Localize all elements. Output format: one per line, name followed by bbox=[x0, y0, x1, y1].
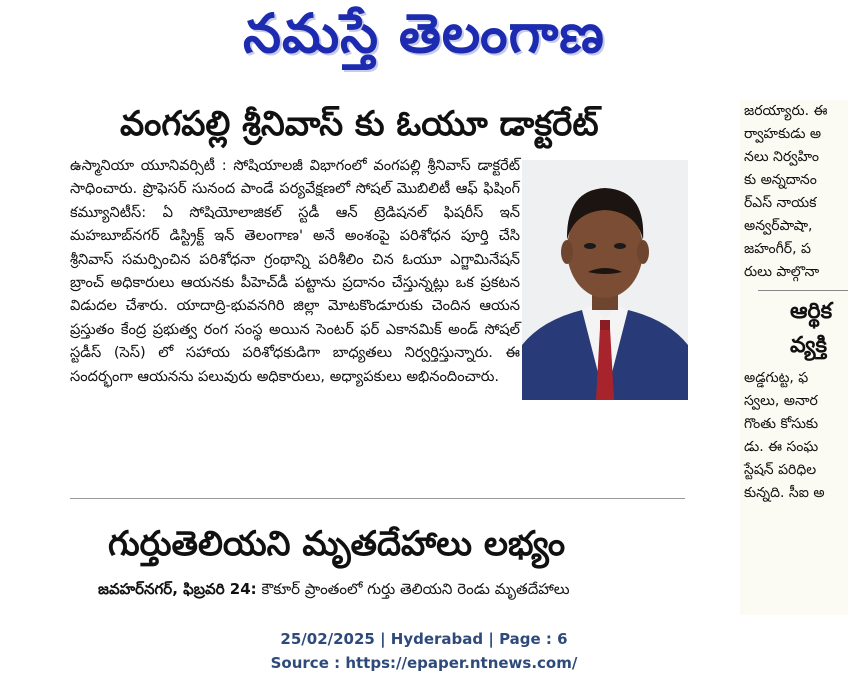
article2-headline: గుర్తుతెలియని మృతదేహాలు లభ్యం bbox=[108, 524, 566, 564]
right-column-clipping bbox=[740, 100, 848, 615]
masthead bbox=[0, 0, 848, 80]
right-column-line-2: నలు నిర్వహిం bbox=[744, 149, 819, 165]
right-column-bottom-text bbox=[740, 367, 848, 505]
clipping-edge bbox=[0, 604, 740, 614]
right-column-line-3: కు అన్నదానం bbox=[744, 172, 817, 188]
right-column-bottom-line-4: స్టేషన్ పరిధిల bbox=[744, 462, 817, 478]
portrait-illustration bbox=[522, 160, 688, 400]
right-column-bottom-line-1: స్వలు, అనార bbox=[744, 393, 818, 409]
right-column-line-6: జహంగీర్, ప bbox=[744, 241, 811, 257]
article1-body-text: ఉస్మానియా యూనివర్సిటీ : సోషియాలజీ విభాగంలో వంగపల్లి శ్రీనివాస్ డాక్టరేట్ సాధించారు. ప్రొఫెసర్ సునంద పాండే పర్యవేక్షణలో సోషల్ మొబిలిటీ ఆఫ్ ఫిషింగ్ కమ్యూనిటీస్: ఏ సోషియోలాజికల్ స్టడీ ఆన్ ట్రెడిషనల్ ఫిషరీస్ ఇన్ మహబూబ్‌నగర్ డిస్ట్రిక్ట్ ఇన్ తెలంగాణ' అనే అంశంపై పరిశోధన పూర్తి చేసి శ్రీనివాస్ సమర్పించిన పరిశోధనా గ్రంథాన్ని పరిశీలిం చిన ఓయూ ఎగ్జామినేషన్ బ్రాంచ్ అధికారులు ఆయనకు పీహెచ్‌డీ పట్టాను ప్రదానం చేస్తున్నట్లు ఒక ప్రకటన విడుదల చేశారు. యాదాద్రి-భువనగిరి జిల్లా మోటకొండూరుకు చెందిన ఆయన ప్రస్తుతం కేంద్ర ప్రభుత్వ రంగ సంస్థ అయిన సెంటర్ ఫర్ ఎకానమిక్ అండ్ సోషల్ స్టడీస్ (సెస్) లో సహాయ పరిశోధకుడిగా బాధ్యతలు నిర్వర్తిస్తున్నారు. ఈ సందర్భంగా ఆయనను పలువురు అధికారులు, అధ్యాపకులు అభినందించారు. bbox=[70, 157, 520, 385]
masthead-title: నమస్తే తెలంగాణ bbox=[243, 1, 605, 65]
right-column-headline bbox=[740, 295, 848, 363]
person-photo bbox=[522, 160, 688, 400]
footer-date-line: 25/02/2025 | Hyderabad | Page : 6 bbox=[280, 630, 568, 648]
article2-lead-text: కౌకూర్ ప్రాంతంలో గుర్తు తెలియని రెండు మృతదేహాలు bbox=[256, 580, 570, 598]
right-column-top-text bbox=[740, 100, 848, 284]
article1-body bbox=[70, 154, 520, 388]
right-column-headline-line-1: వ్యక్తి bbox=[790, 333, 827, 358]
article2-dateline: జవహర్‌నగర్, ఫిబ్రవరి 24: bbox=[98, 580, 257, 598]
right-column-line-1: ర్వాహకుడు అ bbox=[744, 126, 822, 142]
section-divider bbox=[70, 498, 685, 499]
article1-headline: వంగపల్లి శ్రీనివాస్ కు ఓయూ డాక్టరేట్ bbox=[120, 104, 599, 144]
right-column-divider bbox=[758, 290, 848, 291]
footer-source-line: Source : https://epaper.ntnews.com/ bbox=[270, 654, 578, 672]
right-column-line-0: జరయ్యారు. ఈ bbox=[744, 103, 828, 119]
right-column-bottom-line-0: అడ్డగుట్ట, ఫ bbox=[744, 370, 809, 386]
right-column-bottom-line-5: కున్నది. సీఐ అ bbox=[744, 485, 825, 501]
right-column-line-4: ర్‌ఎస్ నాయక bbox=[744, 195, 817, 211]
right-column-bottom-line-3: డు. ఈ సంఘ bbox=[744, 439, 819, 455]
right-column-line-7: రులు పాల్గొనా bbox=[744, 264, 820, 280]
right-column-line-5: అన్వర్‌పాషా, bbox=[744, 218, 813, 234]
article2-lead bbox=[98, 580, 690, 602]
right-column-bottom-line-2: గొంతు కోసుకు bbox=[744, 416, 819, 432]
right-column-headline-line-0: ఆర్థిక bbox=[790, 299, 833, 324]
